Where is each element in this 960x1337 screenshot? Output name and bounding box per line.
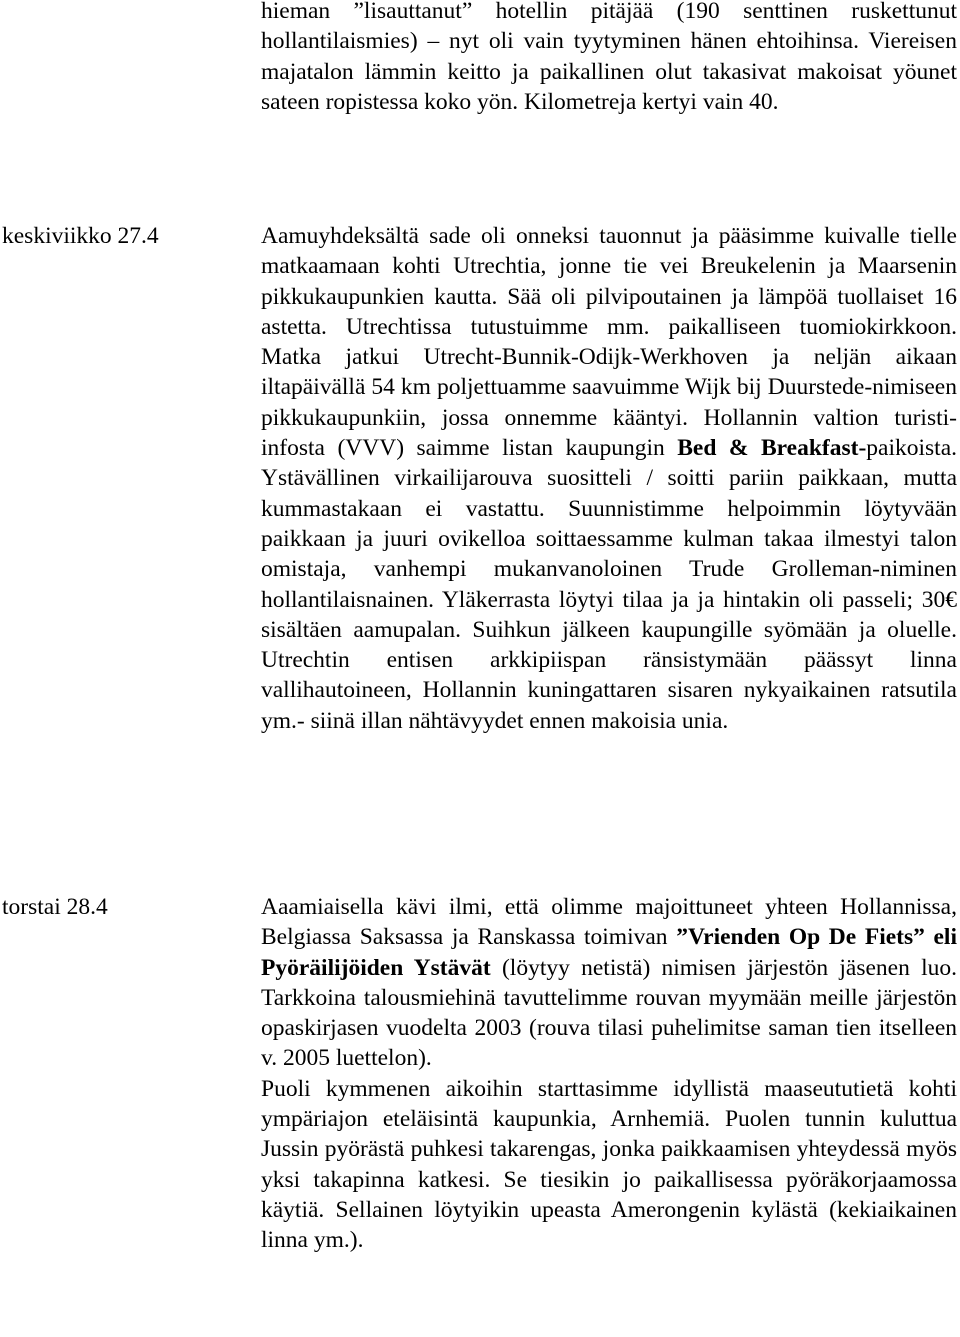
entry-bold-text: ”Vrienden Op De Fiets” eli Pyöräilijöiden Ystävät — [261, 924, 957, 981]
entry-paragraph: Puoli kymmenen aikoihin starttasimme idyllistä maaseututietä kohti ympäriajon eteläisintä kaupunkia, Arnhemiä. Puolen tunnin kuluttua Jussin pyörästä puhkesi takarengas, jonka paikkaamisen yhteydessä myös yksi takapinna katkesi. Se tiesikin jo paikallisessa pyöräkorjaamossa käytiä. Sellainen löytyikin upeasta Amerongenin kylästä (kekiaikainen linna ym.). — [261, 1075, 957, 1254]
entry-date: keskiviikko 27.4 — [2, 223, 159, 249]
entry-text — [261, 221, 957, 736]
entry-text — [261, 892, 957, 1256]
entry-text-part: paikoista. Ystävällinen virkailijarouva suositteli / soitti pariin paikkaan, mutta kummastakaan ei vastattu. Suunnistimme helpoimmin löytyvään paikkaan ja juuri ovikelloa soittaessamme kulman takaa ilmestyi talon omistaja, vanhempi mukanvanoloinen Trude Grolleman-niminen hollantilaisnainen. Yläkerrasta löytyi tilaa ja ja hintakin oli passeli; 30€ sisältäen aamupalan. Suihkun jälkeen kaupungille syömään ja oluelle. Utrechtin entisen arkkipiispan ränsistymään päässyt linna vallihautoineen, Hollannin kuningattaren sisaren nykyaikainen ratsutila ym.- siinä illan nähtävyydet ennen makoisia unia. — [261, 435, 957, 734]
entry-paragraph — [261, 892, 957, 1074]
entry-bold-text: Bed & Breakfast- — [677, 435, 867, 462]
entry-text-part: Aamuyhdeksältä sade oli onneksi tauonnut ja pääsimme kuivalle tielle matkaamaan kohti Utrechtia, jonne tie vei Breukelenin ja Maarsenin pikkukaupunkien kautta. Sää oli pilvipoutainen ja lämpöä tuollaiset 16 astetta. Utrechtissa tutustuimme mm. paikalliseen tuomiokirkkoon. Matka jatkui Utrecht-Bunnik-Odijk-Werkhoven ja neljän aikaan iltapäivällä 54 km poljettuamme saavuimme Wijk bij Duurstede-nimiseen pikkukaupunkiin, jossa onnemme kääntyi. Hollannin valtion turisti-infosta (VVV) saimme listan kaupungin — [261, 223, 957, 462]
entry-text-part: Aaamiaisella kävi ilmi, että olimme majoittuneet yhteen Hollannissa, Belgiassa Saksassa ja Ranskassa toimivan — [261, 894, 957, 951]
entry-text-part: (löytyy netistä) nimisen järjestön jäsenen luo. Tarkkoina talousmiehinä tavuttelimme rouvan myymään meille järjestön opaskirjasen vuodelta 2003 (rouva tilasi puhelimitse saman tien itselleen v. 2005 luettelon). — [261, 954, 957, 1072]
entry-paragraph — [261, 221, 957, 736]
entry-date: torstai 28.4 — [2, 894, 108, 920]
intro-paragraph: hieman ”lisauttanut” hotellin pitäjää (190 senttinen ruskettunut hollantilaismies) – nyt oli vain tyytyminen hänen ehtoihinsa. Viereisen majatalon lämmin keitto ja paikallinen olut takasivat makoisat yöunet sateen ropistessa koko yön. Kilometreja kertyi vain 40. — [261, 0, 957, 115]
